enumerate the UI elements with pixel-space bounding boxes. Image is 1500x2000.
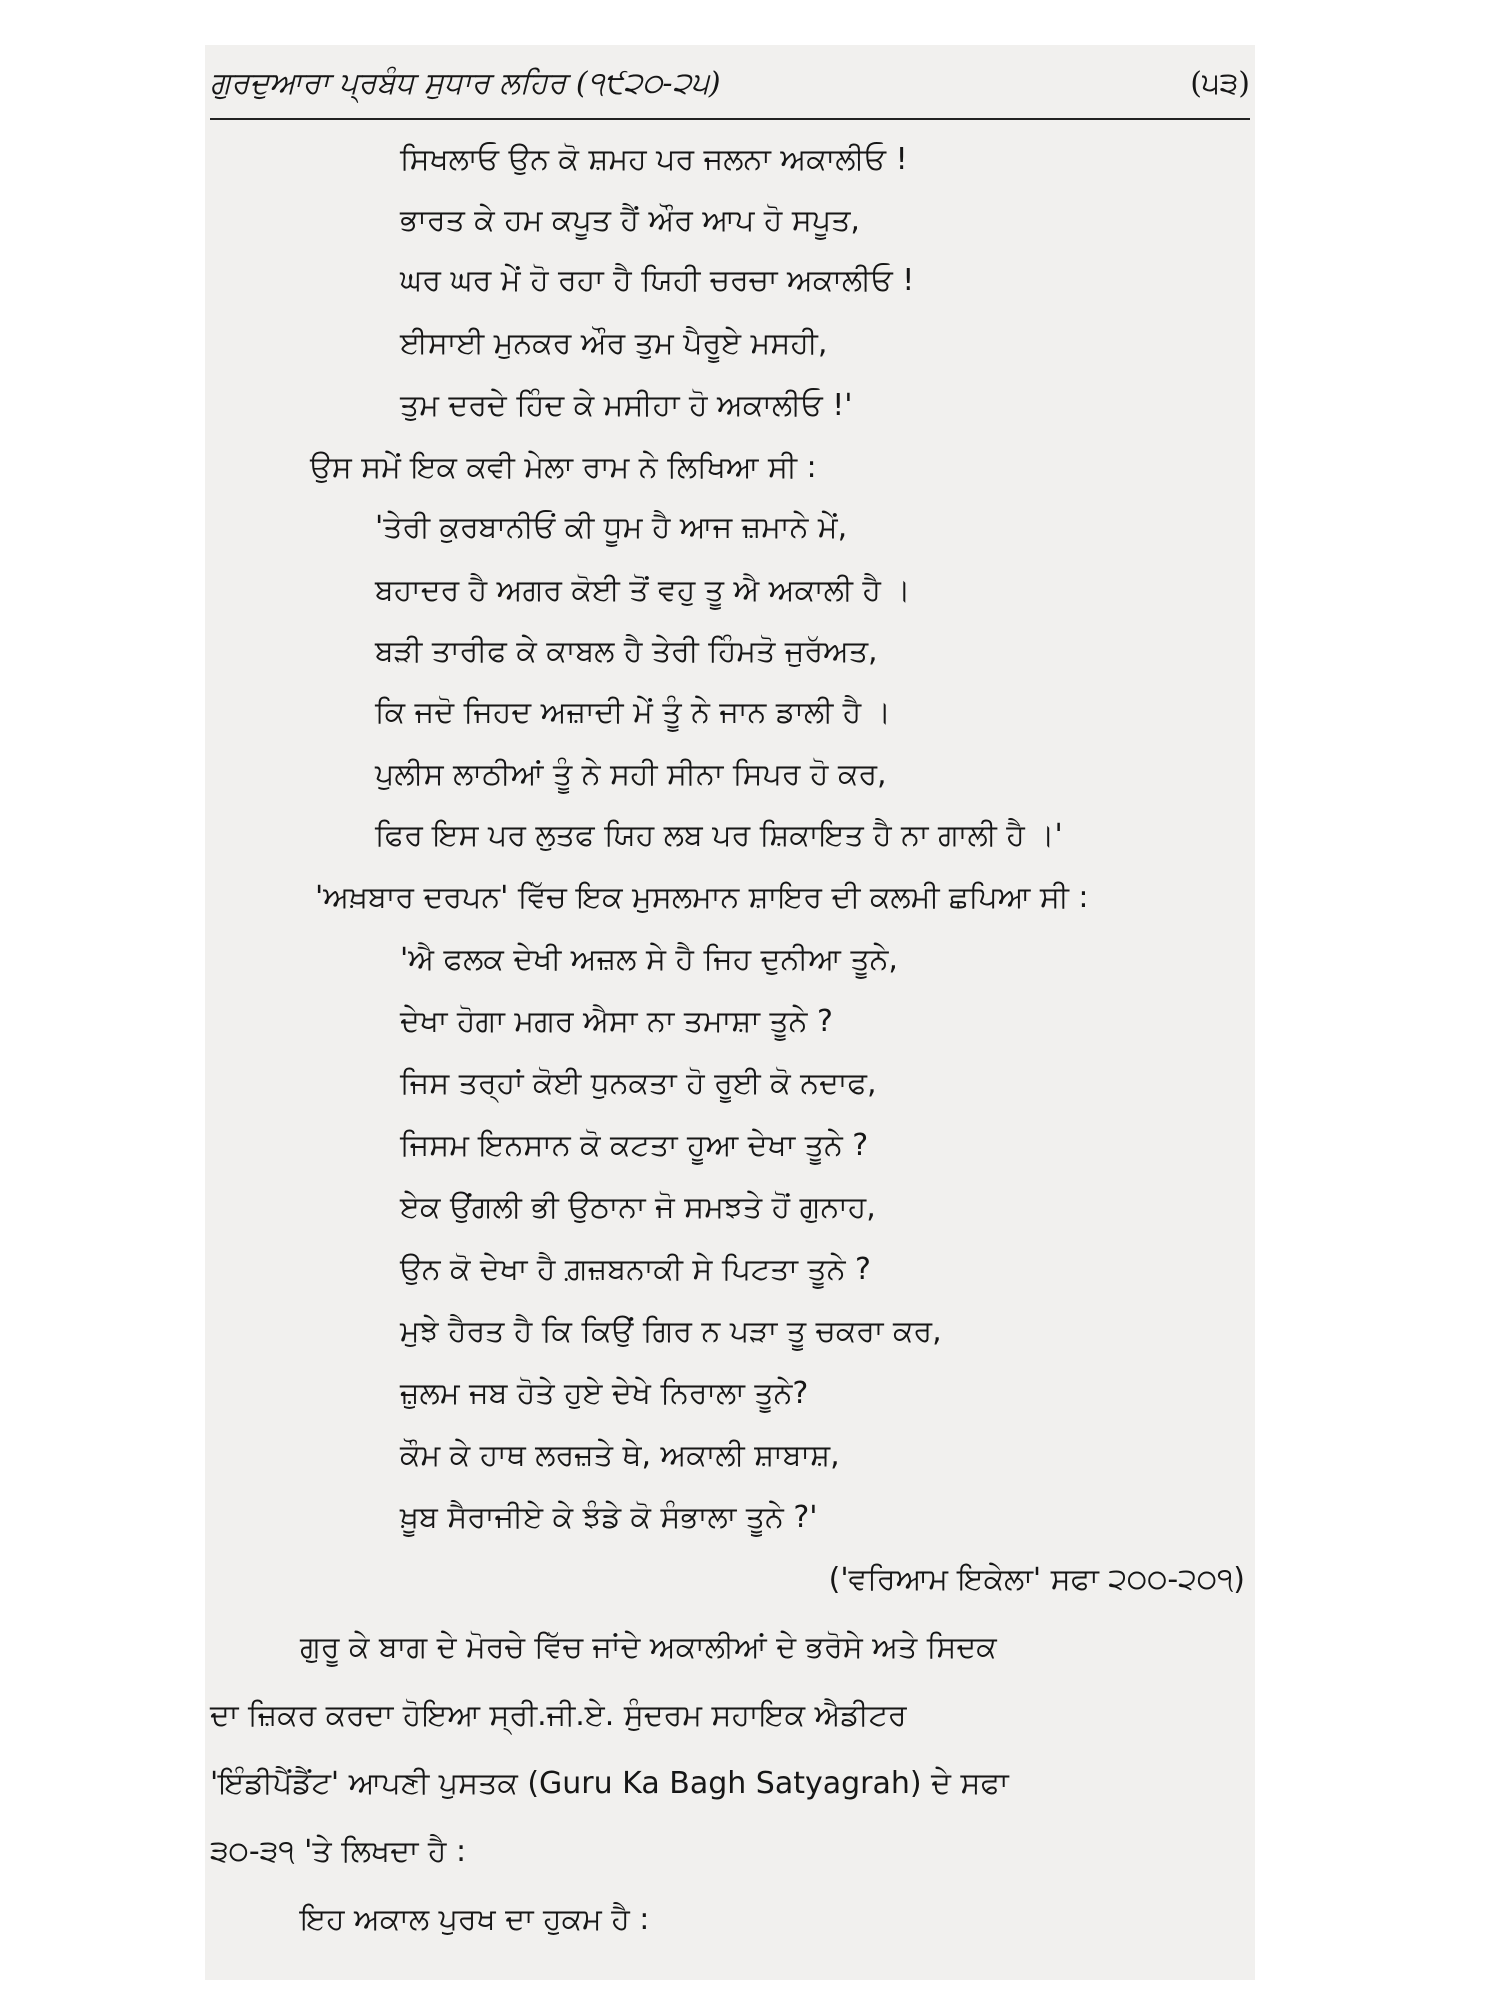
- final-line: ਇਹ ਅਕਾਲ ਪੁਰਖ ਦਾ ਹੁਕਮ ਹੈ :: [300, 1902, 650, 1937]
- poem-line: ਭਾਰਤ ਕੇ ਹਮ ਕਪੂਤ ਹੈਂ ਔਰ ਆਪ ਹੋ ਸਪੂਤ,: [400, 203, 860, 238]
- poem-line: ਕੌਮ ਕੇ ਹਾਥ ਲਰਜ਼ਤੇ ਥੇ, ਅਕਾਲੀ ਸ਼ਾਬਾਸ਼,: [400, 1438, 840, 1473]
- poem-line: 'ਐ ਫਲਕ ਦੇਖੀ ਅਜ਼ਲ ਸੇ ਹੈ ਜਿਹ ਦੁਨੀਆ ਤੂਨੇ,: [400, 942, 898, 977]
- poem-line: ਈਸਾਈ ਮੁਨਕਰ ਔਰ ਤੁਮ ਪੈਰੂਏ ਮਸਹੀ,: [400, 326, 828, 361]
- running-title: ਗੁਰਦੁਆਰਾ ਪ੍ਰਬੰਧ ਸੁਧਾਰ ਲਹਿਰ (੧੯੨੦-੨੫): [210, 66, 721, 101]
- poem-line: ਏਕ ਉਂਗਲੀ ਭੀ ਉਠਾਨਾ ਜੋ ਸਮਝਤੇ ਹੋਂ ਗੁਨਾਹ,: [400, 1190, 876, 1225]
- poem-line: ਖ਼ੂਬ ਸੈਰਾਜੀਏ ਕੇ ਝੰਡੇ ਕੋ ਸੰਭਾਲਾ ਤੂਨੇ ?': [400, 1500, 818, 1535]
- poem-line: ਫਿਰ ਇਸ ਪਰ ਲੁਤਫ ਯਿਹ ਲਬ ਪਰ ਸ਼ਿਕਾਇਤ ਹੈ ਨਾ ਗਾਲੀ ਹੈ ।': [375, 818, 1063, 853]
- poem-line: ਜਿਸ ਤਰ੍ਹਾਂ ਕੋਈ ਧੁਨਕਤਾ ਹੋ ਰੂਈ ਕੋ ਨਦਾਫ,: [400, 1066, 877, 1101]
- poem-line: ਬਹਾਦਰ ਹੈ ਅਗਰ ਕੋਈ ਤੋਂ ਵਹੁ ਤੂ ਐ ਅਕਾਲੀ ਹੈ ।: [375, 573, 911, 608]
- poem-line: ਬੜੀ ਤਾਰੀਫ ਕੇ ਕਾਬਲ ਹੈ ਤੇਰੀ ਹਿੰਮਤੋ ਜੁਰੱਅਤ,: [375, 634, 878, 669]
- poem-line: 'ਤੇਰੀ ਕੁਰਬਾਨੀਓਂ ਕੀ ਧੂਮ ਹੈ ਆਜ ਜ਼ਮਾਨੇ ਮੇਂ,: [375, 510, 848, 545]
- poem-line: ਉਨ ਕੋ ਦੇਖਾ ਹੈ ਗ਼ਜ਼ਬਨਾਕੀ ਸੇ ਪਿਟਤਾ ਤੂਨੇ ?: [400, 1252, 871, 1287]
- paragraph-line: ਦਾ ਜ਼ਿਕਰ ਕਰਦਾ ਹੋਇਆ ਸ੍ਰੀ.ਜੀ.ਏ. ਸੁੰਦਰਮ ਸਹਾਇਕ ਐਡੀਟਰ: [210, 1698, 907, 1733]
- poem-line: ਕਿ ਜਦੋ ਜਿਹਦ ਅਜ਼ਾਦੀ ਮੇਂ ਤੂੰ ਨੇ ਜਾਨ ਡਾਲੀ ਹੈ ।: [375, 695, 891, 730]
- poem-line: ਦੇਖਾ ਹੋਗਾ ਮਗਰ ਐਸਾ ਨਾ ਤਮਾਸ਼ਾ ਤੂਨੇ ?: [400, 1004, 833, 1039]
- poem-line: ਤੁਮ ਦਰਦੇ ਹਿੰਦ ਕੇ ਮਸੀਹਾ ਹੋ ਅਕਾਲੀਓ !': [400, 388, 853, 423]
- intro-line: 'ਅਖ਼ਬਾਰ ਦਰਪਨ' ਵਿੱਚ ਇਕ ਮੁਸਲਮਾਨ ਸ਼ਾਇਰ ਦੀ ਕਲਮੀ ਛਪਿਆ ਸੀ :: [315, 880, 1089, 915]
- intro-line: ਉਸ ਸਮੇਂ ਇਕ ਕਵੀ ਮੇਲਾ ਰਾਮ ਨੇ ਲਿਖਿਆ ਸੀ :: [310, 450, 817, 485]
- paragraph-line: ੩੦-੩੧ 'ਤੇ ਲਿਖਦਾ ਹੈ :: [210, 1834, 467, 1869]
- paragraph-line: 'ਇੰਡੀਪੈਂਡੈਂਟ' ਆਪਣੀ ਪੁਸਤਕ (Guru Ka Bagh Satyagrah) ਦੇ ਸਫਾ: [210, 1766, 1009, 1801]
- paragraph-line: ਗੁਰੂ ਕੇ ਬਾਗ ਦੇ ਮੋਰਚੇ ਵਿੱਚ ਜਾਂਦੇ ਅਕਾਲੀਆਂ ਦੇ ਭਰੋਸੇ ਅਤੇ ਸਿਦਕ: [300, 1630, 997, 1665]
- page-header: [210, 62, 1250, 120]
- page-number: (੫੩): [1190, 66, 1250, 101]
- poem-line: ਘਰ ਘਰ ਮੇਂ ਹੋ ਰਹਾ ਹੈ ਯਿਹੀ ਚਰਚਾ ਅਕਾਲੀਓ !: [400, 263, 915, 298]
- poem-line: ਮੁਝੇ ਹੈਰਤ ਹੈ ਕਿ ਕਿਉਂ ਗਿਰ ਨ ਪੜਾ ਤੂ ਚਕਰਾ ਕਰ,: [400, 1314, 942, 1349]
- poem-line: ਜਿਸਮ ਇਨਸਾਨ ਕੋ ਕਟਤਾ ਹੂਆ ਦੇਖਾ ਤੂਨੇ ?: [400, 1128, 869, 1163]
- poem-line: ਜ਼ੁਲਮ ਜਬ ਹੋਤੇ ਹੁਏ ਦੇਖੇ ਨਿਰਾਲਾ ਤੂਨੇ?: [400, 1376, 809, 1411]
- poem-line: ਪੁਲੀਸ ਲਾਠੀਆਂ ਤੂੰ ਨੇ ਸਹੀ ਸੀਨਾ ਸਿਪਰ ਹੋ ਕਰ,: [375, 757, 887, 792]
- poem-line: ਸਿਖਲਾਓ ਉਨ ਕੋ ਸ਼ਮਹ ਪਰ ਜਲਨਾ ਅਕਾਲੀਓ !: [400, 142, 908, 177]
- citation: ('ਵਰਿਆਮ ਇਕੇਲਾ' ਸਫਾ ੨੦੦-੨੦੧): [828, 1562, 1245, 1597]
